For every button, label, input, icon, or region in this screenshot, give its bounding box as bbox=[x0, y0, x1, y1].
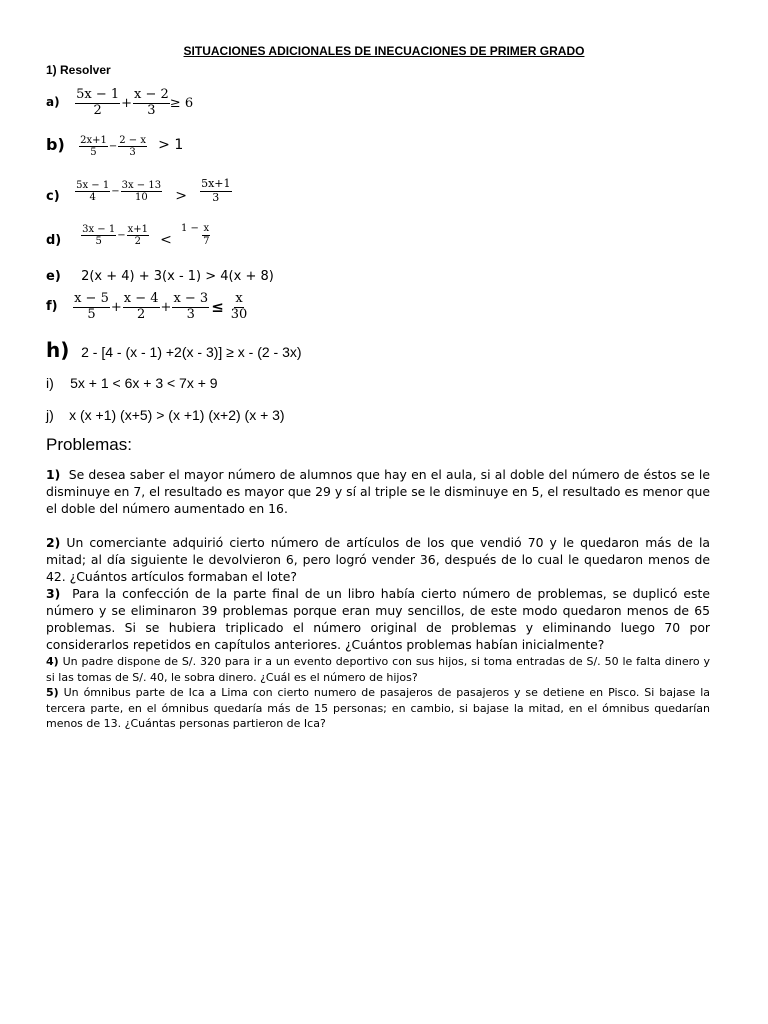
denominator: 5 bbox=[87, 306, 96, 322]
denominator: 2 bbox=[134, 236, 141, 247]
exercise-label: j) bbox=[46, 407, 54, 423]
problem-2 bbox=[46, 534, 710, 585]
exercise-b bbox=[46, 134, 183, 159]
denominator: 3 bbox=[147, 102, 156, 118]
problem-text: Para la confección de la parte final de un libro había cierto número de problemas, se duplicó este número y se eliminaron 39 problemas porque eran muy sencillos, de este modo quedaron menos de 65 problemas. Si se hubiera triplicado el número original de problemas y eliminando luego 70 por considerarlos repetidos en capítulos anteriores. ¿Cuántos problemas habían inicialmente? bbox=[46, 586, 710, 652]
exercise-label: i) bbox=[46, 375, 54, 391]
exercise-expression: 2 - [4 - (x - 1) +2(x - 3)] ≥ x - (2 - 3x) bbox=[81, 344, 302, 360]
denominator: 5 bbox=[90, 147, 97, 158]
exercise-h bbox=[46, 338, 302, 362]
problem-1 bbox=[46, 466, 710, 517]
problem-text: Un ómnibus parte de Ica a Lima con cierto numero de pasajeros de pasajeros y se detiene en Pisco. Si bajase la tercera parte, en el ómnibus quedaría más de 15 personas; en cambio, si bajase la mitad, en el ómnibus quedarían menos de 13. ¿Cuántas personas partieron de Ica? bbox=[46, 686, 710, 730]
document-title: SITUACIONES ADICIONALES DE INECUACIONES DE PRIMER GRADO bbox=[183, 44, 585, 58]
numerator: x bbox=[203, 223, 210, 234]
exercise-c bbox=[46, 178, 232, 204]
problem-number: 1) bbox=[46, 467, 61, 482]
numerator: x − 3 bbox=[173, 291, 209, 306]
exercise-f bbox=[46, 292, 248, 323]
exercise-d bbox=[46, 223, 210, 248]
denominator: 3 bbox=[186, 306, 195, 322]
exercise-j bbox=[46, 405, 285, 424]
exercise-expression: 5x + 1 < 6x + 3 < 7x + 9 bbox=[70, 375, 218, 391]
operator: − bbox=[108, 141, 118, 152]
numerator: 5x − 1 bbox=[76, 87, 120, 102]
operator: + bbox=[121, 95, 133, 111]
problem-4 bbox=[46, 654, 710, 685]
numerator: 3x − 13 bbox=[121, 179, 162, 191]
relation: < bbox=[160, 231, 172, 248]
problem-number: 5) bbox=[46, 686, 59, 699]
denominator: 3 bbox=[212, 190, 220, 204]
denominator: 30 bbox=[230, 306, 248, 322]
numerator: 5x+1 bbox=[201, 177, 231, 190]
operator: + bbox=[110, 299, 122, 315]
problem-number: 2) bbox=[46, 535, 61, 550]
denominator: 5 bbox=[95, 236, 102, 247]
exercise-label: b) bbox=[46, 135, 65, 154]
exercise-label: d) bbox=[46, 232, 62, 248]
numerator: 2 − x bbox=[119, 134, 146, 146]
exercise-expression: x (x +1) (x+5) > (x +1) (x+2) (x + 3) bbox=[69, 407, 285, 423]
numerator: 5x − 1 bbox=[76, 179, 110, 191]
denominator: 10 bbox=[134, 192, 148, 204]
relation: > bbox=[175, 188, 187, 205]
exercise-label: h) bbox=[46, 338, 70, 362]
problem-5 bbox=[46, 685, 710, 732]
numerator: x − 2 bbox=[134, 87, 169, 102]
denominator: 2 bbox=[93, 102, 102, 118]
exercise-i bbox=[46, 373, 218, 392]
exercise-label: a) bbox=[46, 95, 60, 110]
exercise-label: c) bbox=[46, 189, 60, 205]
exercise-expression: 2(x + 4) + 3(x - 1) > 4(x + 8) bbox=[81, 269, 274, 284]
problem-number: 4) bbox=[46, 655, 59, 668]
rhs-prefix: 1 − bbox=[181, 223, 199, 234]
numerator: x+1 bbox=[127, 223, 148, 235]
numerator: 3x − 1 bbox=[82, 223, 116, 235]
exercise-a bbox=[46, 88, 193, 119]
exercise-e bbox=[46, 265, 274, 284]
numerator: x − 5 bbox=[74, 291, 109, 306]
problem-text: Un padre dispone de S/. 320 para ir a un evento deportivo con sus hijos, si toma entradas de S/. 50 le falta dinero y si las tomas de S/. 40, le sobra dinero. ¿Cuál es el número de hijos? bbox=[46, 655, 711, 684]
relation: > 1 bbox=[158, 136, 184, 153]
exercise-label: f) bbox=[46, 298, 58, 314]
problems-heading: Problemas: bbox=[46, 435, 132, 454]
relation: ≥ 6 bbox=[169, 95, 194, 111]
operator: − bbox=[111, 186, 120, 198]
numerator: x − 4 bbox=[123, 291, 159, 306]
problem-text: Se desea saber el mayor número de alumnos que hay en el aula, si al doble del número de éstos se le disminuye en 7, el resultado es mayor que 29 y sí al triple se le disminuye en 5, el resultado es menor que el doble del número aumentado en 16. bbox=[46, 467, 710, 516]
section-resolver-heading: 1) Resolver bbox=[46, 63, 111, 77]
denominator: 4 bbox=[89, 192, 96, 204]
denominator: 2 bbox=[137, 306, 146, 322]
problem-text: Un comerciante adquirió cierto número de artículos de los que vendió 70 y le quedaron más de la mitad; al día siguiente le devolvieron 6, pero logró vender 36, después de lo cual le quedaron menos de 42. ¿Cuántos artículos formaban el lote? bbox=[46, 535, 710, 584]
numerator: 2x+1 bbox=[80, 134, 107, 146]
problem-number: 3) bbox=[46, 586, 61, 601]
numerator: x bbox=[235, 291, 243, 306]
operator: − bbox=[117, 230, 126, 241]
exercise-label: e) bbox=[46, 269, 61, 284]
denominator: 3 bbox=[129, 147, 136, 158]
relation: ≤ bbox=[211, 298, 224, 317]
operator: + bbox=[160, 299, 172, 315]
problem-3 bbox=[46, 585, 710, 653]
denominator: 7 bbox=[203, 235, 210, 247]
